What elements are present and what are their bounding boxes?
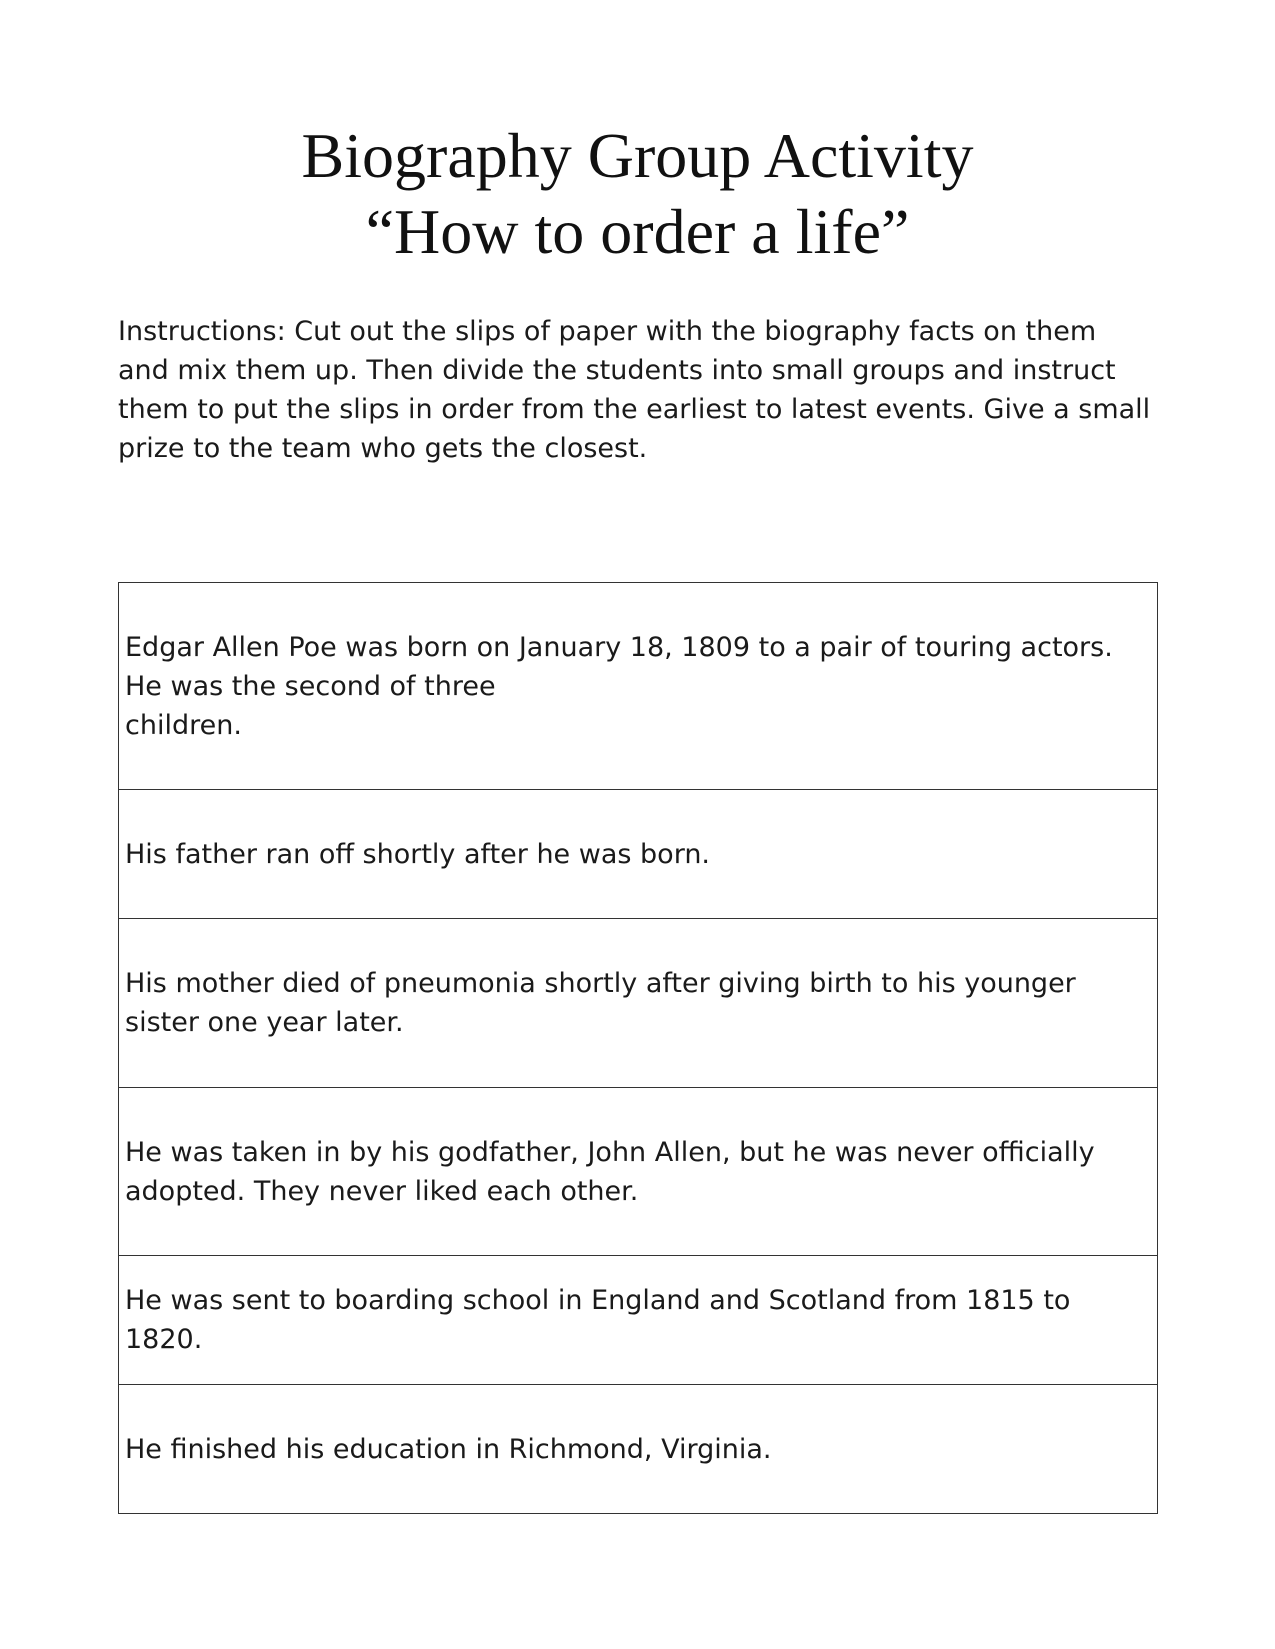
instructions-paragraph: Instructions: Cut out the slips of paper with the biography facts on them and mix them up. Then divide the students into small groups and instruct them to put the slips in order from the earliest to latest events. Give a small prize to the team who gets the closest. [118,316,1151,464]
slip-cell: He was taken in by his godfather, John Allen, but he was never officially adopted. They never liked each other. [119,1088,1158,1256]
title-main: Biography Group Activity [301,120,974,191]
slip-cell: His mother died of pneumonia shortly after giving birth to his younger sister one year later. [119,919,1158,1088]
table-row [119,583,1158,790]
table-row [119,1385,1158,1514]
table-row [119,1088,1158,1256]
slip-cell: Edgar Allen Poe was born on January 18, 1809 to a pair of touring actors. He was the second of three children. [119,583,1158,790]
table-row [119,919,1158,1088]
title-subtitle: “How to order a life” [365,196,910,267]
table-row [119,790,1158,919]
biography-slips-table [118,582,1158,1514]
page-title [0,118,1275,270]
table-row [119,1256,1158,1385]
slip-cell: He finished his education in Richmond, Virginia. [119,1385,1158,1514]
slip-cell: His father ran off shortly after he was born. [119,790,1158,919]
slip-cell: He was sent to boarding school in England and Scotland from 1815 to 1820. [119,1256,1158,1385]
